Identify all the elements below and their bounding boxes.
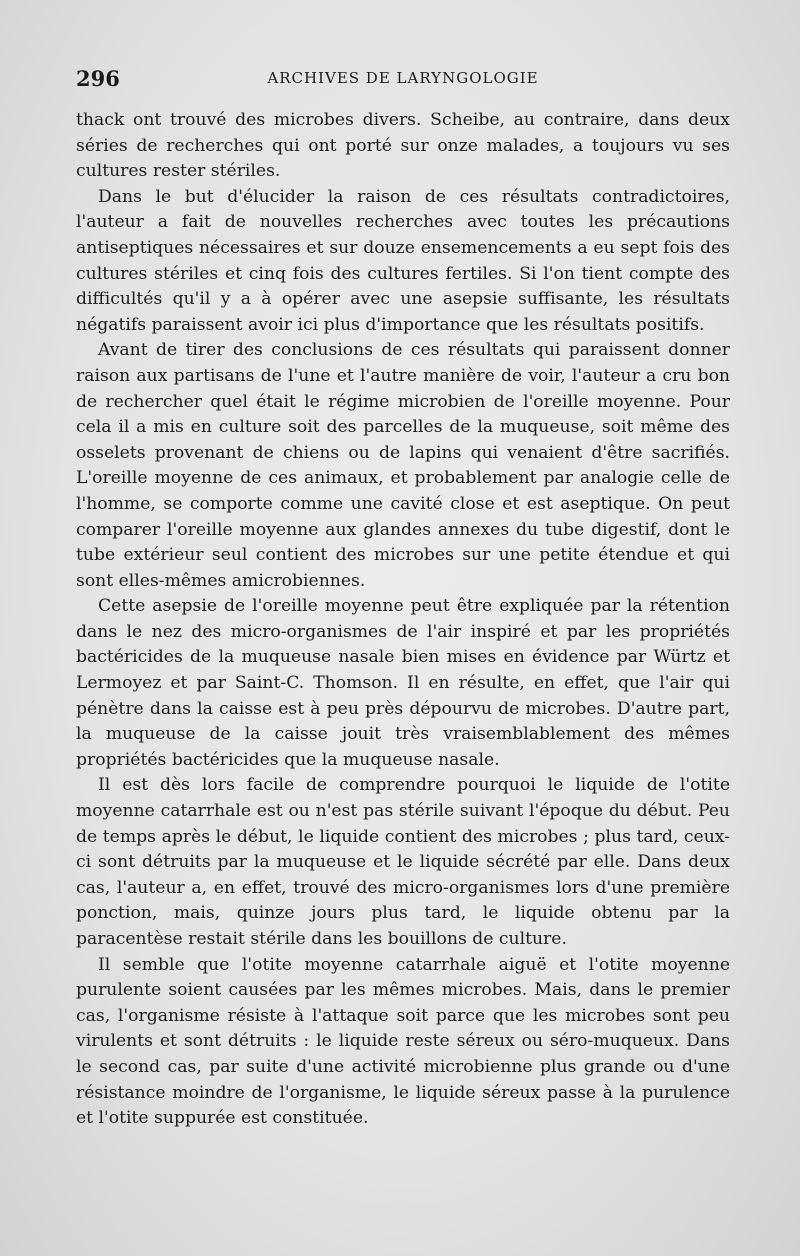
paragraph-continuation: thack ont trouvé des microbes divers. Scheibe, au contraire, dans deux séries de recherches qui ont porté sur onze malades, a toujours vu ses cultures rester stériles. [76, 110, 730, 182]
paragraph: Avant de tirer des conclusions de ces résultats qui paraissent donner raison aux partisans de l'une et l'autre manière de voir, l'auteur a cru bon de rechercher quel était le régime microbien de l'oreille moyenne. Pour cela il a mis en culture soit des parcelles de la muqueuse, soit même des osselets provenant de chiens ou de lapins qui venaient d'être sacrifiés. L'oreille moyenne de ces animaux, et probablement par analogie celle de l'homme, se comporte comme une cavité close et est aseptique. On peut comparer l'oreille moyenne aux glandes annexes du tube digestif, dont le tube extérieur seul contient des microbes sur une petite étendue et qui sont elles-mêmes amicrobiennes. [76, 340, 730, 591]
page-number: 296 [76, 66, 120, 91]
journal-title: ARCHIVES DE LARYNGOLOGIE [267, 69, 539, 87]
paragraph: Il est dès lors facile de comprendre pourquoi le liquide de l'otite moyenne catarrhale est ou n'est pas stérile suivant l'époque du début. Peu de temps après le début, le liquide contient des microbes ; plus tard, ceux-ci sont détruits par la muqueuse et le liquide sécrété par elle. Dans deux cas, l'auteur a, en effet, trouvé des micro-organismes lors d'une première ponction, mais, quinze jours plus tard, le liquide obtenu par la paracentèse restait stérile dans les bouillons de culture. [76, 775, 730, 949]
paragraph: Dans le but d'élucider la raison de ces résultats contradictoires, l'auteur a fait de nouvelles recherches avec toutes les précautions antiseptiques nécessaires et sur douze ensemencements a eu sept fois des cultures stériles et cinq fois des cultures fertiles. Si l'on tient compte des difficultés qu'il y a à opérer avec une asepsie suffisante, les résultats négatifs paraissent avoir ici plus d'importance que les résultats positifs. [76, 186, 730, 335]
paragraph: Il semble que l'otite moyenne catarrhale aiguë et l'otite moyenne purulente soient causées par les mêmes microbes. Mais, dans le premier cas, l'organisme résiste à l'attaque soit parce que les microbes sont peu virulents et sont détruits : le liquide reste séreux ou séro-muqueux. Dans le second cas, par suite d'une activité microbienne plus grande ou d'une résistance moindre de l'organisme, le liquide séreux passe à la purulence et l'otite suppurée est constituée. [76, 954, 730, 1129]
body-text [76, 108, 730, 1132]
paragraph: Cette asepsie de l'oreille moyenne peut être expliquée par la rétention dans le nez des micro-organismes de l'air inspiré et par les propriétés bactéricides de la muqueuse nasale bien mises en évidence par Würtz et Lermoyez et par Saint-C. Thomson. Il en résulte, en effet, que l'air qui pénètre dans la caisse est à peu près dépourvu de microbes. D'autre part, la muqueuse de la caisse jouit très vraisemblablement des mêmes propriétés bactéricides que la muqueuse nasale. [76, 596, 730, 770]
running-head [76, 64, 730, 92]
